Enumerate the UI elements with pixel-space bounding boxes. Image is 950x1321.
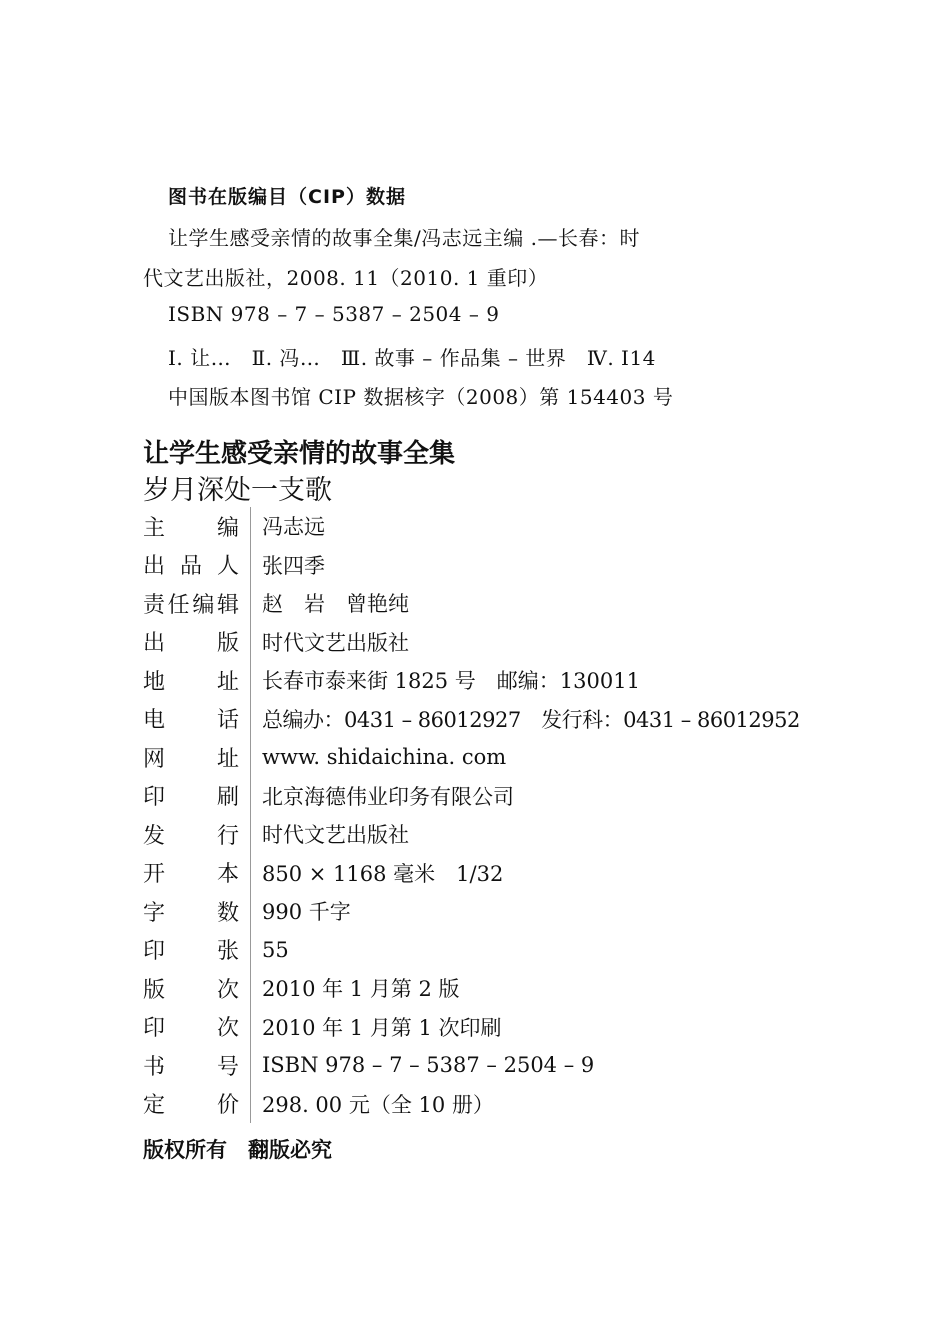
cip-line-1: 让学生感受亲情的故事全集/冯志远主编 .—长春：时 — [168, 226, 640, 250]
detail-value: 张四季 — [262, 553, 325, 578]
divider — [250, 815, 251, 854]
detail-row-printing — [143, 1008, 843, 1047]
detail-row-producer — [143, 546, 843, 585]
detail-label: 主编 — [143, 515, 239, 541]
divider — [250, 507, 251, 546]
detail-row-price — [143, 1085, 843, 1124]
detail-row-address — [143, 661, 843, 700]
detail-value: 冯志远 — [262, 515, 325, 540]
detail-label: 网址 — [143, 746, 239, 772]
detail-value: 总编办：0431 – 86012927 发行科：0431 – 86012952 — [262, 707, 800, 732]
detail-value: 298. 00 元（全 10 册） — [262, 1092, 494, 1117]
detail-row-isbn — [143, 1046, 843, 1085]
divider — [250, 969, 251, 1008]
detail-label: 定价 — [143, 1093, 239, 1119]
divider — [250, 546, 251, 585]
detail-label: 开本 — [143, 862, 239, 888]
cip-heading: 图书在版编目（CIP）数据 — [168, 186, 406, 208]
detail-label: 印张 — [143, 939, 239, 965]
divider — [250, 700, 251, 739]
detail-row-format — [143, 854, 843, 893]
divider — [250, 1008, 251, 1047]
cip-record-number: 中国版本图书馆 CIP 数据核字（2008）第 154403 号 — [168, 385, 674, 409]
divider — [250, 584, 251, 623]
detail-label: 责任编辑 — [143, 592, 239, 618]
detail-row-editor — [143, 507, 843, 546]
detail-value: 850 × 1168 毫米 1/32 — [262, 861, 504, 886]
detail-row-edition — [143, 969, 843, 1008]
book-subtitle: 岁月深处一支歌 — [143, 475, 332, 506]
detail-value: 赵 岩 曾艳纯 — [262, 592, 409, 617]
details-table — [143, 507, 843, 1123]
divider — [250, 623, 251, 662]
detail-label: 字数 — [143, 900, 239, 926]
detail-label: 出品人 — [143, 554, 239, 580]
detail-value: www. shidaichina. com — [262, 745, 507, 770]
detail-value: 长春市泰来街 1825 号 邮编：130011 — [262, 669, 640, 694]
detail-value: 2010 年 1 月第 1 次印刷 — [262, 1015, 502, 1040]
detail-label: 书号 — [143, 1054, 239, 1080]
divider — [250, 892, 251, 931]
divider — [250, 854, 251, 893]
cip-line-2: 代文艺出版社，2008. 11（2010. 1 重印） — [143, 266, 549, 290]
divider — [250, 661, 251, 700]
divider — [250, 1046, 251, 1085]
divider — [250, 1085, 251, 1124]
detail-label: 电话 — [143, 708, 239, 734]
detail-label: 印刷 — [143, 785, 239, 811]
detail-value: 时代文艺出版社 — [262, 630, 409, 655]
divider — [250, 777, 251, 816]
detail-value: 55 — [262, 937, 289, 962]
detail-value: ISBN 978 – 7 – 5387 – 2504 – 9 — [262, 1053, 595, 1078]
detail-value: 时代文艺出版社 — [262, 823, 409, 848]
detail-row-printer — [143, 777, 843, 816]
detail-value: 2010 年 1 月第 2 版 — [262, 977, 460, 1002]
detail-row-distributor — [143, 815, 843, 854]
detail-row-sheets — [143, 931, 843, 970]
divider — [250, 931, 251, 970]
detail-label: 地址 — [143, 669, 239, 695]
book-title: 让学生感受亲情的故事全集 — [143, 439, 456, 469]
detail-label: 出版 — [143, 631, 239, 657]
detail-value: 990 千字 — [262, 900, 351, 925]
copyright-notice: 版权所有 翻版必究 — [143, 1138, 332, 1162]
cip-isbn: ISBN 978 – 7 – 5387 – 2504 – 9 — [168, 302, 500, 326]
detail-row-website — [143, 738, 843, 777]
detail-row-publisher — [143, 623, 843, 662]
divider — [250, 738, 251, 777]
detail-row-phone — [143, 700, 843, 739]
detail-row-responsible-editor — [143, 584, 843, 623]
detail-label: 发行 — [143, 823, 239, 849]
cip-classification: Ⅰ. 让… Ⅱ. 冯… Ⅲ. 故事 – 作品集 – 世界 Ⅳ. I14 — [168, 346, 656, 370]
detail-label: 版次 — [143, 977, 239, 1003]
detail-row-word-count — [143, 892, 843, 931]
detail-label: 印次 — [143, 1016, 239, 1042]
detail-value: 北京海德伟业印务有限公司 — [262, 784, 514, 809]
